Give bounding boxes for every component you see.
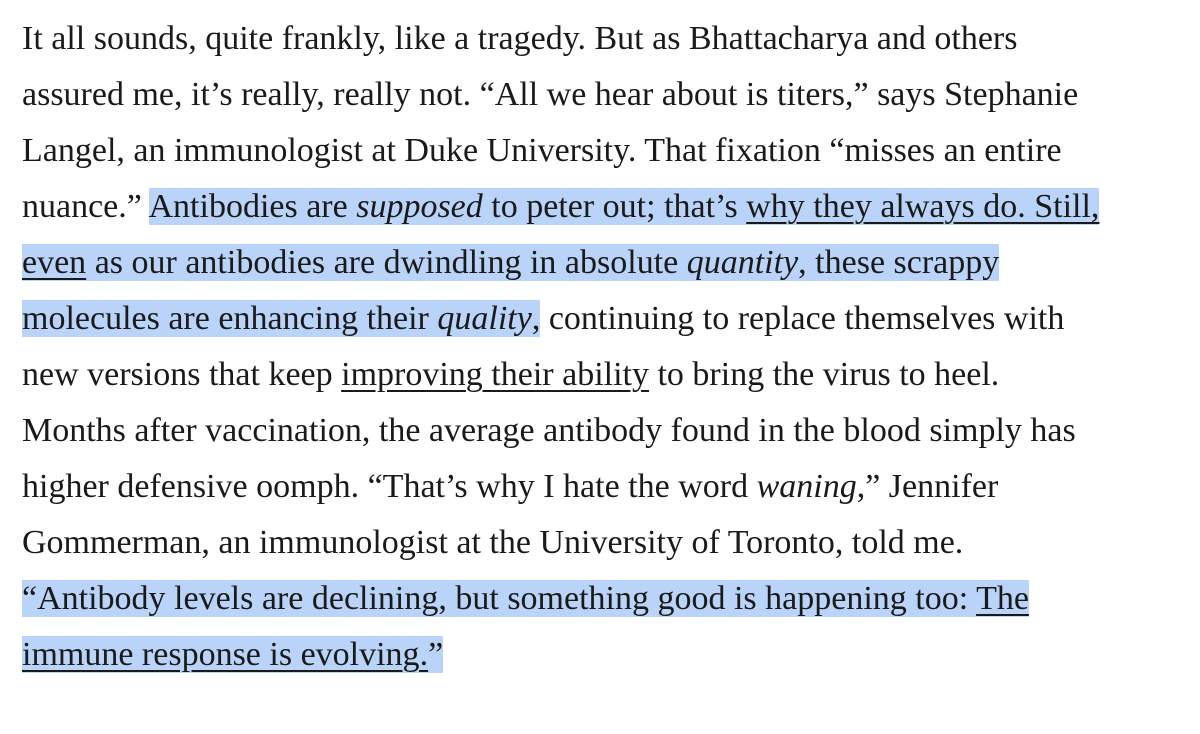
text-segment: molecules are enhancing their — [22, 300, 438, 337]
text-segment: ,” Jennifer — [856, 468, 999, 505]
paragraph-line — [22, 518, 963, 568]
text-segment: ” — [428, 636, 444, 673]
text-segment: assured me, it’s really, really not. “All we hear about is titers,” says Stephanie — [22, 76, 1079, 113]
text-segment: Months after vaccination, the average antibody found in the blood simply has — [22, 412, 1076, 449]
text-segment: , — [531, 300, 541, 337]
italic-emphasis: quantity — [686, 244, 799, 281]
paragraph-line — [22, 182, 1099, 232]
highlighted-text — [22, 580, 1029, 617]
text-segment: to peter out; that’s — [482, 188, 747, 225]
text-segment: to bring the virus to heel. — [648, 356, 1000, 393]
inline-link[interactable]: The — [976, 580, 1029, 617]
highlighted-text — [22, 244, 999, 281]
highlighted-text — [22, 636, 443, 673]
paragraph-line — [22, 70, 1078, 120]
italic-emphasis: waning — [756, 468, 857, 505]
text-segment: Gommerman, an immunologist at the University of Toronto, told me. — [22, 524, 964, 561]
text-segment: , these scrappy — [798, 244, 1000, 281]
text-segment: new versions that keep — [22, 356, 342, 393]
paragraph-line — [22, 406, 1076, 456]
paragraph-line — [22, 294, 1064, 344]
highlighted-text — [22, 300, 540, 337]
text-segment: higher defensive oomph. “That’s why I hate the word — [22, 468, 757, 505]
text-segment: as our antibodies are dwindling in absolute — [86, 244, 687, 281]
inline-link[interactable]: immune response is evolving — [22, 636, 420, 673]
text-segment: “Antibody levels are declining, but something good is happening too: — [22, 580, 977, 617]
text-segment: Langel, an immunologist at Duke University. That fixation “misses an entire — [22, 132, 1062, 169]
italic-emphasis: supposed — [356, 188, 483, 225]
paragraph-line — [22, 14, 1017, 64]
paragraph-line — [22, 574, 1029, 624]
paragraph-line — [22, 350, 999, 400]
inline-link[interactable]: improving their ability — [341, 356, 649, 393]
paragraph-line — [22, 126, 1062, 176]
highlighted-text — [149, 188, 1100, 225]
text-segment: Antibodies are — [148, 188, 357, 225]
inline-link[interactable]: . — [419, 636, 429, 673]
text-segment: It all sounds, quite frankly, like a tragedy. But as Bhattacharya and others — [22, 20, 1018, 57]
paragraph-line — [22, 630, 443, 680]
paragraph-line — [22, 238, 999, 288]
inline-link[interactable]: why they always do. Still, — [746, 188, 1100, 225]
text-segment: nuance.” — [22, 188, 149, 225]
text-segment: continuing to replace themselves with — [540, 300, 1065, 337]
inline-link[interactable]: even — [22, 244, 87, 281]
paragraph-line — [22, 462, 998, 512]
italic-emphasis: quality — [437, 300, 532, 337]
